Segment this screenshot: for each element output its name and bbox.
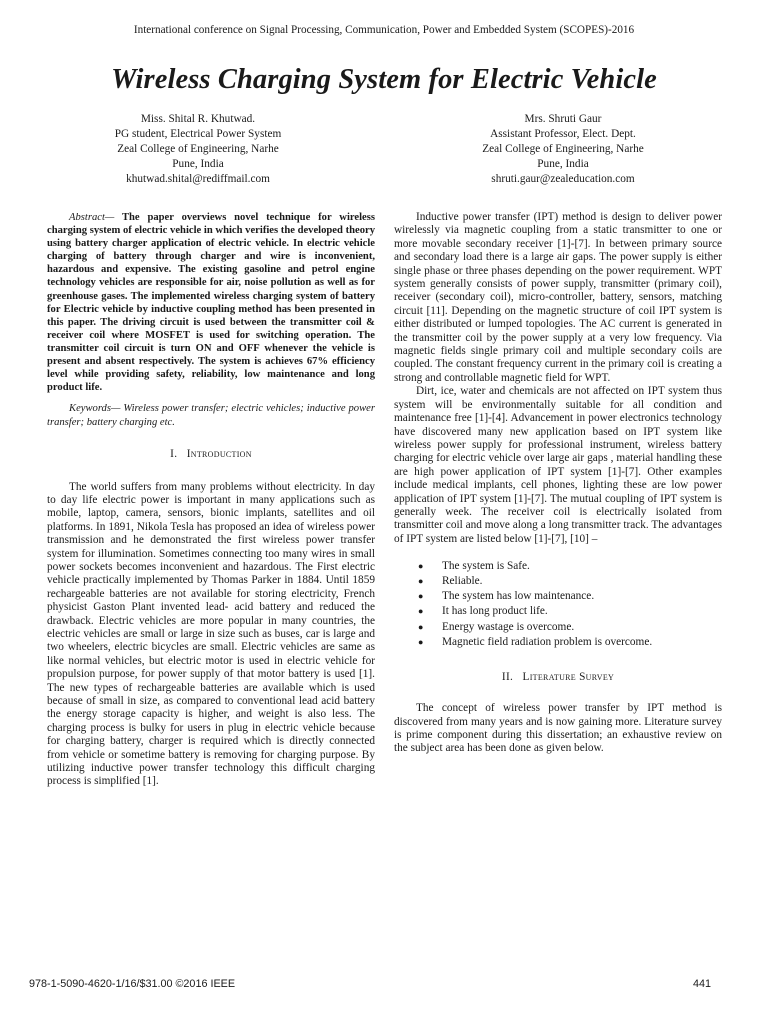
list-item (418, 574, 722, 589)
footer-isbn: 978-1-5090-4620-1/16/$31.00 ©2016 IEEE (29, 978, 236, 990)
author-block-left (38, 112, 358, 187)
advantages-paragraph: Dirt, ice, water and chemicals are not affected on IPT system thus system will be environmentally suitable for all condition and maintenance free [1]-[4]. Advancement in power electronics technology have discovered many new application based on IPT system like wireless power supply for professional instrument, wireless battery charging for electric vehicle over large air gaps , material handling these are high power application of IPT system [1]-[7]. Other examples include medical implants, cell phones, lighting these are low power application of IPT system [1]-[7]. The mutual coupling of IPT system is generally week. The receiver coil is electrically isolated from transmitter coil and move along a long transmitter track. The advantages of IPT system are listed below [1]-[7], [10] – (394, 385, 722, 545)
author-location: Pune, India (172, 158, 224, 170)
bullet-icon: ● (418, 561, 424, 572)
paper-title: Wireless Charging System for Electric Vehicle (111, 64, 657, 95)
author-block-right (403, 112, 723, 187)
left-column (47, 211, 375, 789)
list-item (418, 604, 722, 619)
section-title: Literature Survey (522, 670, 615, 683)
abstract-text: The paper overviews novel technique for wireless charging system of electric vehicle in which verifies the developed theory using battery charger application of electric vehicle. In electric vehicle charging of battery through charger and wire is inconvenient, hazardous and expensive. The existing gasoline and petrol engine technology vehicles are responsible for air, noise pollution as well as for greenhouse gases. The implemented wireless charging system of battery for Electric vehicle by inductive coupling method has been presented in this paper. The driving circuit is used between the transmitter coil & receiver coil where MOSFET is used for switching operation. The transmitter coil circuit is turn ON and OFF whenever the vehicle is present and absent respectively. The system is achieves 67% efficiency level while providing safety, reliability, low maintenance and long product life. (47, 212, 375, 394)
list-item-text: Reliable. (442, 575, 483, 588)
author-email: khutwad.shital@rediffmail.com (126, 173, 270, 185)
author-email: shruti.gaur@zealeducation.com (491, 173, 635, 185)
bullet-icon: ● (418, 591, 424, 602)
author-institution: Zeal College of Engineering, Narhe (117, 143, 279, 155)
list-item (418, 635, 722, 650)
bullet-icon: ● (418, 621, 424, 632)
keywords (47, 402, 375, 429)
section-heading-introduction (47, 448, 375, 461)
ipt-paragraph: Inductive power transfer (IPT) method is design to deliver power wirelessly via magnetic coupling from a static transmitter to one or more movable secondary receiver [1]-[7]. In between primary source and secondary load there is a large air gaps. The power supply is either single phase or three phases depending on the power requirement. WPT system generally consists of power supply, transmitter (primary coil), receiver (secondary coil), micro-controller, battery, sensors, matching circuit [11]. Depending on the magnetic structure of coil IPT system is either distributed or lumped topologies. The AC current is generated in the transmitter coil by the power supply at a very low frequency. Via magnetic fields single primary coil and multiple secondary coils are coupled. The constant frequency current in the primary coil is creating a strong and controllable magnetic field for WPT. (394, 211, 722, 384)
right-column (394, 211, 722, 756)
section-heading-literature-survey (394, 671, 722, 684)
section-number: II. (501, 670, 514, 683)
list-item (418, 589, 722, 604)
author-institution: Zeal College of Engineering, Narhe (482, 143, 644, 155)
author-location: Pune, India (537, 158, 589, 170)
list-item (418, 559, 722, 574)
abstract (47, 211, 375, 394)
abstract-lead: Abstract— (69, 212, 115, 223)
literature-survey-paragraph: The concept of wireless power transfer by IPT method is discovered from many years and is now gaining more. Literature survey is prime component during this dissertation; an exhaustive review on the subject area has been done as given below. (394, 702, 722, 755)
author-role: PG student, Electrical Power System (114, 128, 282, 140)
list-item-text: Magnetic field radiation problem is overcome. (442, 635, 653, 648)
bullet-icon: ● (418, 636, 424, 647)
keywords-lead: Keywords— (69, 403, 121, 415)
list-item (418, 620, 722, 635)
section-title: Introduction (186, 448, 252, 461)
keywords-text: Wireless power transfer; electric vehicles; inductive power transfer; battery charging etc. (47, 403, 375, 428)
advantages-list (394, 559, 722, 650)
introduction-paragraph: The world suffers from many problems without electricity. In day to day life electric power is important in many applications such as mobile, laptop, camera, sensors, bionic implants, satellites and oil platforms. In 1891, Nikola Tesla has proposed an idea of wireless power transmission and he demonstrated the first wireless power transfer system for illumination. Sometimes connecting too many wires in small power sockets becomes inconvenient and hazardous. The First electric vehicle practically implemented by Thomas Parker in 1884. Until 1859 rechargeable batteries are not available for storing electricity, French physicist Gaston Plant invented lead- acid battery and reduced the drawback. Electric vehicles are more popular in many countries, the electric vehicles are small or large in size such as buses, car is large and two wheelers, electric bicycles are small. Electric vehicles are same as like normal vehicles, but electric motor is used in electric vehicle for propulsion purpose, for power supply of that motor battery is used [1]. The new types of rechargeable batteries are available which is used because of small in size, as compared to conventional lead acid battery the energy storage capacity is higher, and weight is also less. The charging process is bulky for users in plug in electric vehicle because for charging battery, charger is required which is directly connected from vehicle or sometime battery is removing for charging purpose. By utilizing inductive power transfer technology this difficult charging process is simplified [1]. (47, 480, 375, 788)
bullet-icon: ● (418, 576, 424, 587)
list-item-text: The system is Safe. (442, 560, 530, 573)
author-role: Assistant Professor, Elect. Dept. (490, 128, 636, 140)
author-name: Miss. Shital R. Khutwad. (140, 113, 256, 125)
section-number: I. (170, 448, 178, 461)
page-number: 441 (693, 978, 712, 990)
bullet-icon: ● (418, 606, 424, 617)
list-item-text: The system has low maintenance. (442, 590, 595, 603)
conference-header: International conference on Signal Processing, Communication, Power and Embedded System (SCOPES)-2016 (133, 24, 635, 36)
author-name: Mrs. Shruti Gaur (524, 113, 602, 125)
list-item-text: It has long product life. (442, 605, 548, 618)
list-item-text: Energy wastage is overcome. (442, 620, 575, 633)
